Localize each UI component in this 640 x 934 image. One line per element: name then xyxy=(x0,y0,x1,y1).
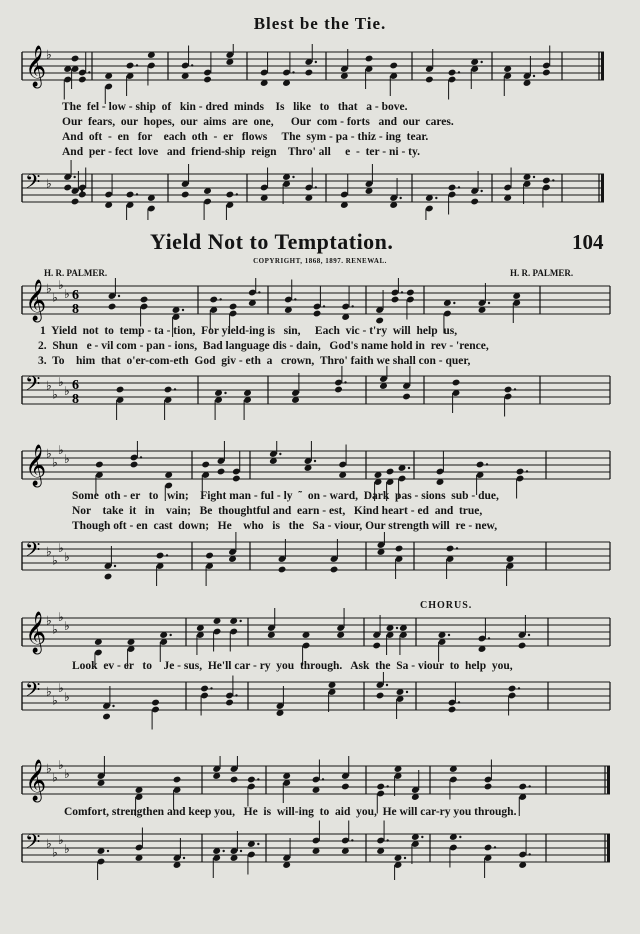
svg-text:♭: ♭ xyxy=(46,836,52,851)
svg-text:𝄞: 𝄞 xyxy=(25,445,47,486)
svg-text:8: 8 xyxy=(72,392,79,407)
svg-text:♭: ♭ xyxy=(64,690,70,704)
svg-text:6: 6 xyxy=(72,288,79,303)
svg-text:𝄢: 𝄢 xyxy=(25,170,41,198)
svg-text:♭: ♭ xyxy=(64,550,70,564)
hymn2-line1-verse2: 2. Shun e - vil com - pan - ions, Bad language dis - dain, God's name hold in rev - 'rence, xyxy=(38,340,489,352)
hymn1-verse-1: The fel - low - ship of kin - dred minds Is like to that a - bove. xyxy=(62,101,408,113)
svg-text:♭: ♭ xyxy=(58,541,64,555)
svg-text:♭: ♭ xyxy=(46,47,52,62)
hymn2-system3-treble xyxy=(0,608,640,668)
svg-text:♭: ♭ xyxy=(46,684,52,699)
hymn2-system3-bass xyxy=(0,672,640,732)
svg-text:♭: ♭ xyxy=(64,452,70,466)
hymn-number: 104 xyxy=(572,230,604,254)
hymn2-line2-verse2: Nor take it in vain; Be thoughtful and earn - est, Kind heart - ed and true, xyxy=(72,505,483,517)
composer-left: H. R. PALMER. xyxy=(44,268,108,278)
hymn2-line2-verse1: Some oth - er to win; Fight man - ful - ly ˜ on - ward, Dark pas - sions sub - due, xyxy=(72,490,499,502)
hymn1-title: Blest be the Tie. xyxy=(253,14,387,33)
hymn1-verse-3: And oft - en for each oth - er flows The sym - pa - thiz - ing tear. xyxy=(62,131,429,143)
hymn2-line4: Comfort, strengthen and keep you, He is will-ing to aid you, He will car-ry you through. xyxy=(64,806,517,818)
svg-text:♭: ♭ xyxy=(46,176,52,191)
hymn2-title: Yield Not to Temptation. xyxy=(150,229,394,254)
svg-text:𝄞: 𝄞 xyxy=(25,280,47,321)
svg-text:♭: ♭ xyxy=(58,375,64,389)
svg-text:𝄢: 𝄢 xyxy=(25,372,41,400)
hymn2-line2-verse3: Though oft - en cast down; He who is the Sa - viour, Our strength will re - new, xyxy=(72,520,498,532)
svg-text:♭: ♭ xyxy=(64,842,70,856)
svg-text:♭: ♭ xyxy=(46,613,52,628)
svg-text:𝄞: 𝄞 xyxy=(25,46,47,87)
svg-text:♭: ♭ xyxy=(46,761,52,776)
svg-text:♭: ♭ xyxy=(58,833,64,847)
svg-text:♭: ♭ xyxy=(52,553,58,568)
svg-text:♭: ♭ xyxy=(52,290,58,305)
svg-text:𝄢: 𝄢 xyxy=(25,538,41,566)
svg-text:6: 6 xyxy=(72,378,79,393)
svg-text:♭: ♭ xyxy=(52,693,58,708)
svg-text:𝄢: 𝄢 xyxy=(25,678,41,706)
hymn2-system2-bass xyxy=(0,532,640,592)
hymn1-bass-staff xyxy=(0,160,640,220)
svg-text:♭: ♭ xyxy=(58,758,64,772)
copyright-line: COPYRIGHT, 1868, 1897. RENEWAL. xyxy=(253,257,387,265)
svg-text:♭: ♭ xyxy=(64,767,70,781)
hymn1-verse-4: And per - fect love and friend-ship reign Thro' all e - ter - ni - ty. xyxy=(62,146,420,158)
svg-text:♭: ♭ xyxy=(52,845,58,860)
svg-text:♭: ♭ xyxy=(52,455,58,470)
svg-text:♭: ♭ xyxy=(52,622,58,637)
svg-text:♭: ♭ xyxy=(64,619,70,633)
svg-text:𝄞: 𝄞 xyxy=(25,612,47,653)
svg-text:♭: ♭ xyxy=(46,281,52,296)
svg-text:♭: ♭ xyxy=(64,384,70,398)
hymn2-line3: Look ev - er to Je - sus, He'll car - ry you through. Ask the Sa - viour to help you, xyxy=(72,660,513,672)
composer-right: H. R. PALMER. xyxy=(510,268,574,278)
hymn2-line1-verse1: 1 Yield not to temp - ta - tion, For yield-ing is sin, Each vic - t'ry will help us, xyxy=(40,325,458,337)
svg-text:♭: ♭ xyxy=(58,278,64,292)
svg-text:♭: ♭ xyxy=(46,446,52,461)
hymn1-verse-2: Our fears, our hopes, our aims are one, Our com - forts and our cares. xyxy=(62,116,454,128)
svg-text:♭: ♭ xyxy=(58,681,64,695)
hymn2-system4-bass xyxy=(0,820,640,880)
svg-text:8: 8 xyxy=(72,302,79,317)
hymn1-treble-staff xyxy=(0,44,640,104)
hymn2-system1-bass xyxy=(0,366,640,426)
svg-text:𝄢: 𝄢 xyxy=(25,830,41,858)
chorus-label: CHORUS. xyxy=(420,600,473,611)
hymn2-line1-verse3: 3. To him that o'er-com-eth God giv - eth a crown, Thro' faith we shall con - quer, xyxy=(38,355,471,367)
svg-text:♭: ♭ xyxy=(58,443,64,457)
svg-text:♭: ♭ xyxy=(64,287,70,301)
svg-text:♭: ♭ xyxy=(46,378,52,393)
svg-text:♭: ♭ xyxy=(46,544,52,559)
svg-text:♭: ♭ xyxy=(58,610,64,624)
svg-text:♭: ♭ xyxy=(52,770,58,785)
svg-text:𝄞: 𝄞 xyxy=(25,760,47,801)
svg-text:♭: ♭ xyxy=(52,387,58,402)
